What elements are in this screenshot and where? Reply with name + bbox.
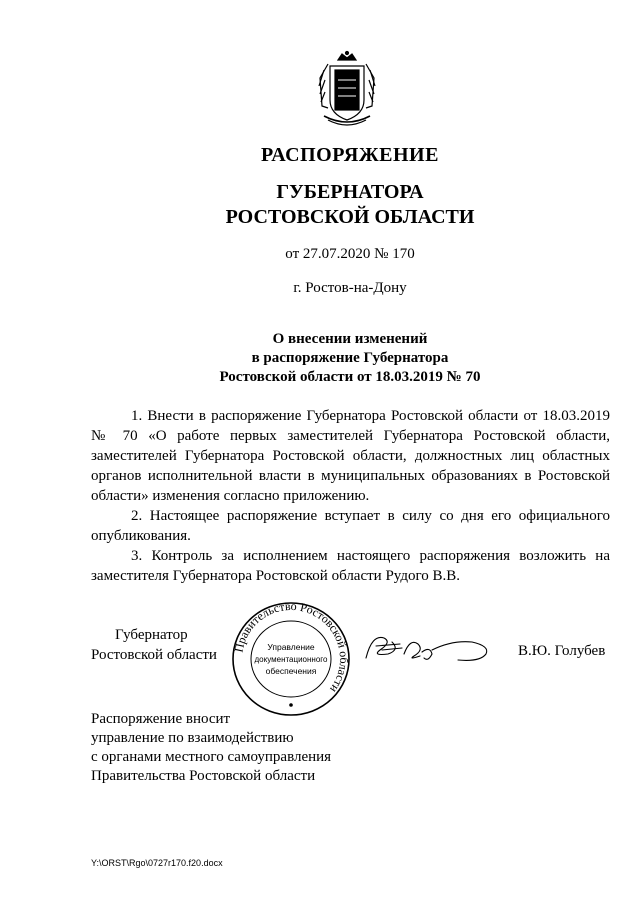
issuer-title-line: РОСТОВСКОЙ ОБЛАСТИ [225, 206, 475, 228]
stamp-inner-line: обеспечения [265, 666, 317, 676]
note-line: Распоряжение вносит [91, 711, 231, 727]
stamp-ring-text: Правительство Ростовской области [231, 600, 352, 696]
body-paragraph: 1. Внести в распоряжение Губернатора Ростовской области от 18.03.2019 № 70 «О работе первых заместителей Губернатора Ростовской области, заместителей Губернатора Ростовской области, должностных лиц областных органов исполнительной власти в муниципальных образованиях в Ростовской области» изменения согласно приложению. [91, 408, 610, 504]
note-line: Правительства Ростовской области [91, 768, 316, 784]
note-line: управление по взаимодействию [91, 730, 294, 746]
file-path-footer: Y:\ORST\Rgo\0727r170.f20.docx [91, 858, 223, 868]
submitter-note [91, 710, 331, 786]
document-type-title: РАСПОРЯЖЕНИЕ [261, 144, 439, 166]
date-and-number: от 27.07.2020 № 170 [285, 246, 415, 262]
body-paragraph: 2. Настоящее распоряжение вступает в силу со дня его официального опубликования. [91, 508, 610, 544]
coat-of-arms-icon [316, 50, 378, 130]
signer-title [91, 625, 217, 665]
issuer-title-line: ГУБЕРНАТОРА [276, 181, 424, 203]
handwritten-signature-icon [362, 628, 492, 668]
subject-line: Ростовской области от 18.03.2019 № 70 [219, 369, 481, 385]
signer-name: В.Ю. Голубев [518, 643, 606, 659]
signer-title-line: Губернатор [115, 627, 188, 643]
stamp-inner-line: Управление [267, 642, 315, 652]
signer-title-line: Ростовской области [91, 647, 217, 663]
official-stamp-icon [230, 600, 352, 718]
issuer-title [30, 180, 640, 230]
document-body [91, 406, 610, 586]
city: г. Ростов-на-Дону [293, 280, 407, 296]
stamp-inner-line: документационного [254, 655, 328, 664]
subject-line: в распоряжение Губернатора [251, 350, 449, 366]
subject-line: О внесении изменений [272, 331, 428, 347]
subject-heading [30, 330, 640, 387]
note-line: с органами местного самоуправления [91, 749, 332, 765]
body-paragraph: 3. Контроль за исполнением настоящего распоряжения возложить на заместителя Губернатора Ростовской области Рудого В.В. [91, 548, 610, 584]
